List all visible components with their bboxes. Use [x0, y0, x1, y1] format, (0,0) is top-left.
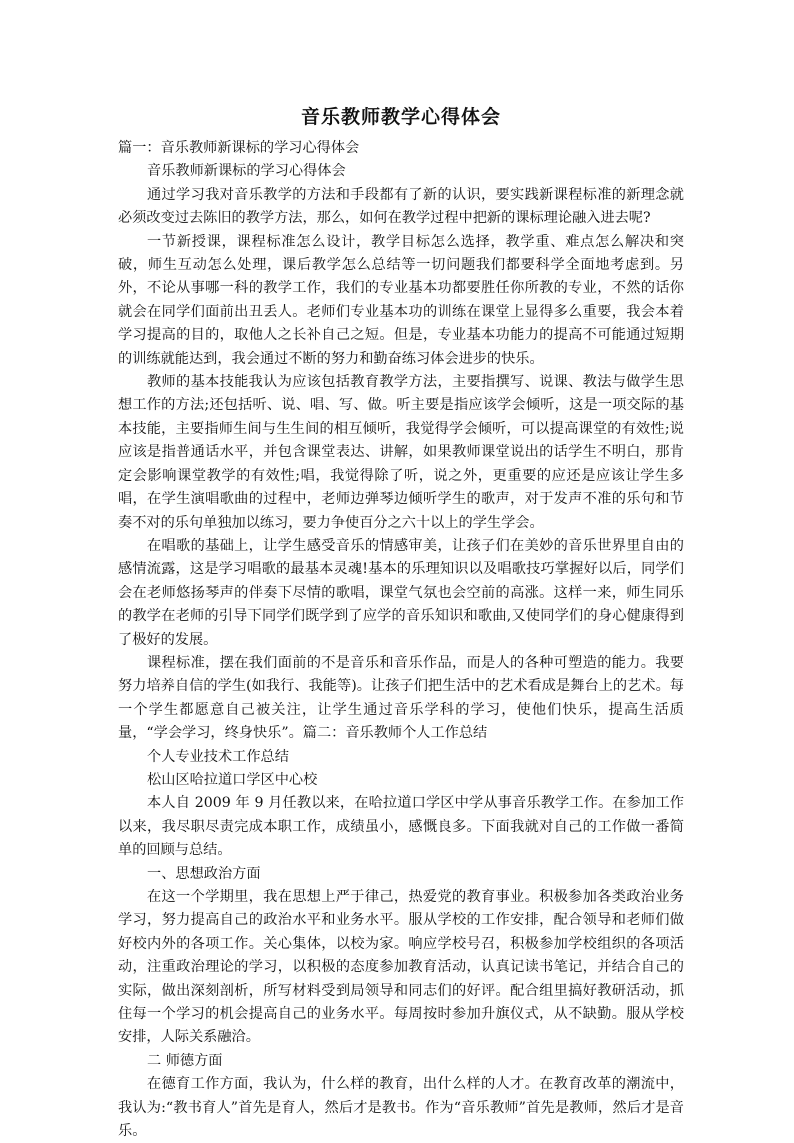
paragraph: 通过学习我对音乐教学的方法和手段都有了新的认识，要实践新课程标准的新理念就必须改变过去陈旧的教学方法，那么，如何在教学过程中把新的课标理论融入进去呢?: [118, 186, 684, 227]
paragraph: 教师的基本技能我认为应该包括教育教学方法，主要指撰写、说课、教法与做学生思想工作的方法;还包括听、说、唱、写、做。听主要是指应该学会倾听，这是一项交际的基本技能，主要指师生间与生生间的相互倾听，我觉得学会倾听，可以提高课堂的有效性;说应该是指普通话水平，并包含课堂表达、讲解，如果教师课堂说出的话学生不明白，那肯定会影响课堂教学的有效性;唱，我觉得除了听，说之外，更重要的应还是应该让学生多唱，在学生演唱歌曲的过程中，老师边弹琴边倾听学生的歌声，对于发声不准的乐句和节奏不对的乐句单独加以练习，要力争使百分之六十以上的学生学会。: [118, 374, 684, 531]
document-body: [118, 137, 684, 1143]
paragraph: 一、思想政治方面: [147, 865, 261, 882]
paragraph: 篇一：音乐教师新课标的学习心得体会: [118, 140, 360, 156]
paragraph: 一节新授课，课程标准怎么设计，教学目标怎么选择，教学重、难点怎么解决和突破，师生互动怎么处理，课后教学怎么总结等一切问题我们都要科学全面地考虑到。另外，不论从事哪一科的教学工作，我们的专业基本功都要胜任你所教的专业，不然的话你就会在同学们面前出丑丢人。老师们专业基本功的训练在课堂上显得多么重要，我会本着学习提高的目的，取他人之长补自己之短。但是，专业基本功能力的提高不可能通过短期的训练就能达到，我会通过不断的努力和勤奋练习体会进步的快乐。: [118, 233, 684, 367]
paragraph: 个人专业技术工作总结: [147, 748, 289, 765]
paragraph: 本人自 2009 年 9 月任教以来，在哈拉道口学区中学从事音乐教学工作。在参加工作以来，我尽职尽责完成本职工作，成绩虽小，感慨良多。下面我就对自己的工作做一番简单的回顾与总结。: [118, 795, 684, 859]
paragraph: 在唱歌的基础上，让学生感受音乐的情感审美，让孩子们在美妙的音乐世界里自由的感情流露，这是学习唱歌的最基本灵魂!基本的乐理知识以及唱歌技巧掌握好以后，同学们会在老师悠扬琴声的伴奏下尽情的歌唱，课堂气氛也会空前的高涨。这样一来，师生同乐的教学在老师的引导下同学们既学到了应学的音乐知识和歌曲,又使同学们的身心健康得到了极好的发展。: [118, 537, 684, 648]
paragraph: 二 师德方面: [147, 1052, 223, 1069]
paragraph: 音乐教师新课标的学习心得体会: [147, 163, 346, 180]
document-page: [118, 104, 684, 1143]
document-title: 音乐教师教学心得体会: [300, 106, 501, 128]
paragraph: 松山区哈拉道口学区中心校: [147, 771, 318, 788]
paragraph: 在德育工作方面，我认为，什么样的教育，出什么样的人才。在教育改革的潮流中，我认为:“教书育人”首先是育人，然后才是教书。作为“音乐教师”首先是教师，然后才是音乐。: [118, 1076, 684, 1140]
paragraph: 课程标准，摆在我们面前的不是音乐和音乐作品，而是人的各种可塑造的能力。我要努力培养自信的学生(如我行、我能等)。让孩子们把生活中的艺术看成是舞台上的艺术。每一个学生都愿意自己被关注，让学生通过音乐学科的学习，使他们快乐，提高生活质量，“学会学习，终身快乐”。篇二：音乐教师个人工作总结: [118, 654, 684, 742]
paragraph: 在这一个学期里，我在思想上严于律己，热爱党的教育事业。积极参加各类政治业务学习，努力提高自己的政治水平和业务水平。服从学校的工作安排，配合领导和老师们做好校内外的各项工作。关心集体，以校为家。响应学校号召，积极参加学校组织的各项活动，注重政治理论的学习，以积极的态度参加教育活动，认真记读书笔记，并结合自己的实际，做出深刻剖析，所写材料受到局领导和同志们的好评。配合组里搞好教研活动，抓住每一个学习的机会提高自己的业务水平。每周按时参加升旗仪式，从不缺勤。服从学校安排，人际关系融洽。: [118, 889, 684, 1046]
